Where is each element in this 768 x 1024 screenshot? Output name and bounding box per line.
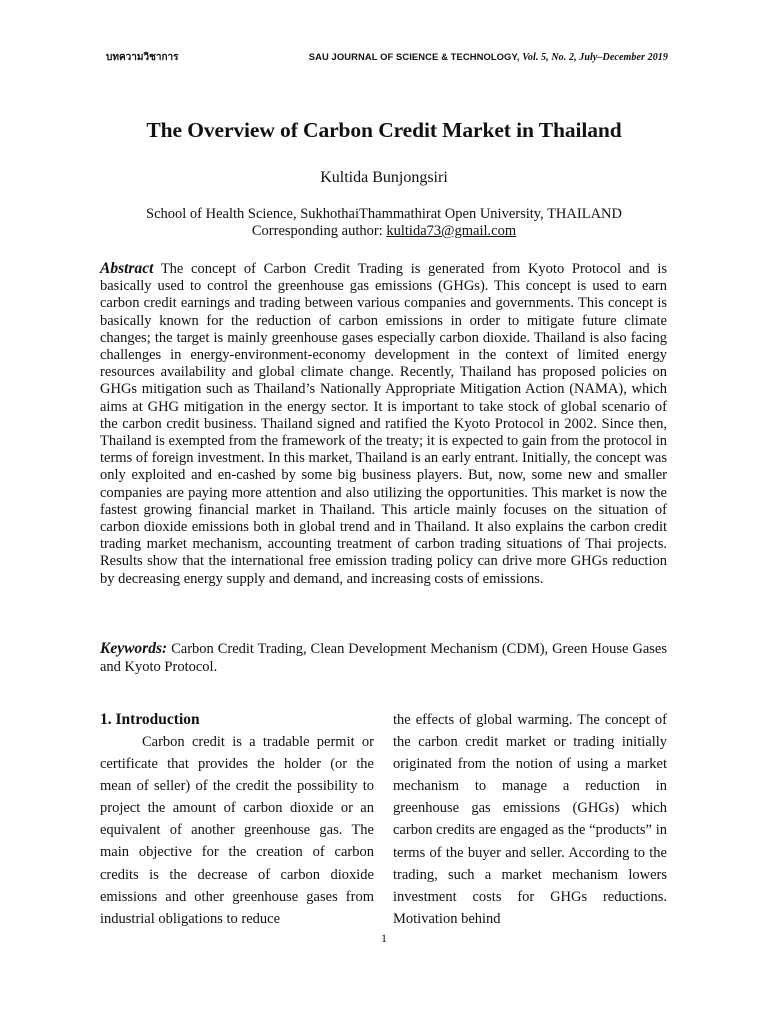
affiliation: School of Health Science, SukhothaiThammathirat Open University, THAILAND bbox=[146, 206, 622, 222]
journal-volume: Vol. 5, No. 2, July–December 2019 bbox=[522, 52, 668, 63]
abstract bbox=[100, 260, 667, 588]
corresponding-author bbox=[0, 223, 768, 240]
body-column-right bbox=[393, 709, 667, 930]
running-header bbox=[106, 50, 668, 68]
paper-title: The Overview of Carbon Credit Market in Thailand bbox=[146, 118, 622, 142]
email-link[interactable]: kultida73@gmail.com bbox=[386, 223, 517, 239]
abstract-text: The concept of Carbon Credit Trading is generated from Kyoto Protocol and is basically used to control the greenhouse gas emissions (GHGs). This concept is used to earn carbon credit earnings and trading between various companies and governments. This concept is basically known for the reduction of carbon emissions in order to mitigate future climate changes; the target is mainly greenhouse gases especially carbon dioxide. Thailand is also facing challenges in energy-environment-economy development in the context of limited energy resources availability and global climate change. Recently, Thailand has proposed policies on GHGs mitigation such as Thailand’s Nationally Appropriate Mitigation Action (NAMA), which aims at GHG mitigation in the energy sector. It is important to take stock of global scenario of the carbon credit business. Thailand signed and ratified the Kyoto Protocol in 2002. Since then, Thailand is exempted from the framework of the treaty; it is expected to gain from the protocol in terms of foreign investment. In this market, Thailand is an early entrant. Initially, the concept was only exploited and en-cashed by some big business players. But, now, some new and smaller companies are paying more attention and also utilizing the opportunities. This market is now the fastest growing financial market in Thailand. This article mainly focuses on the situation of carbon dioxide emissions both in global trend and in Thailand. It also explains the carbon credit trading market mechanism, accounting treatment of carbon trading situations of Thai projects. Results show that the international free emission trading policy can drive more GHGs reduction by decreasing energy supply and demand, and increasing costs of emissions. bbox=[100, 261, 667, 587]
journal-citation bbox=[309, 51, 668, 63]
corresponding-label: Corresponding author: bbox=[251, 223, 387, 239]
section-heading-introduction: 1. Introduction bbox=[100, 711, 200, 728]
author-affiliation-block bbox=[0, 206, 768, 240]
journal-name: SAU JOURNAL OF SCIENCE & TECHNOLOGY, bbox=[308, 51, 520, 62]
author-name: Kultida Bunjongsiri bbox=[320, 169, 448, 186]
intro-paragraph-left: Carbon credit is a tradable permit or certificate that provides the holder (or the mean of seller) of the credit the possibility to project the amount of carbon dioxide or an equivalent of another greenhouse gas. The main objective for the creation of carbon credits is the decrease of carbon dioxide emissions and other greenhouse gases from industrial obligations to reduce bbox=[100, 734, 374, 927]
abstract-label: Abstract bbox=[100, 260, 154, 277]
keywords-text: Carbon Credit Trading, Clean Development Mechanism (CDM), Green House Gases and Kyoto Protocol. bbox=[100, 641, 668, 675]
article-type-label: บทความวิชาการ bbox=[106, 52, 179, 63]
body-column-left bbox=[100, 709, 374, 930]
page-number: 1 bbox=[381, 931, 387, 945]
keywords bbox=[100, 640, 667, 676]
intro-paragraph-right: the effects of global warming. The concept of the carbon credit market or trading initially originated from the notion of using a market mechanism to manage a reduction in greenhouse gas emissions (GHGs) which carbon credits are engaged as the “products” in terms of the buyer and seller. According to the trading, such a market mechanism lowers investment costs for GHGs reductions. Motivation behind bbox=[393, 712, 667, 927]
keywords-label: Keywords: bbox=[100, 640, 168, 657]
